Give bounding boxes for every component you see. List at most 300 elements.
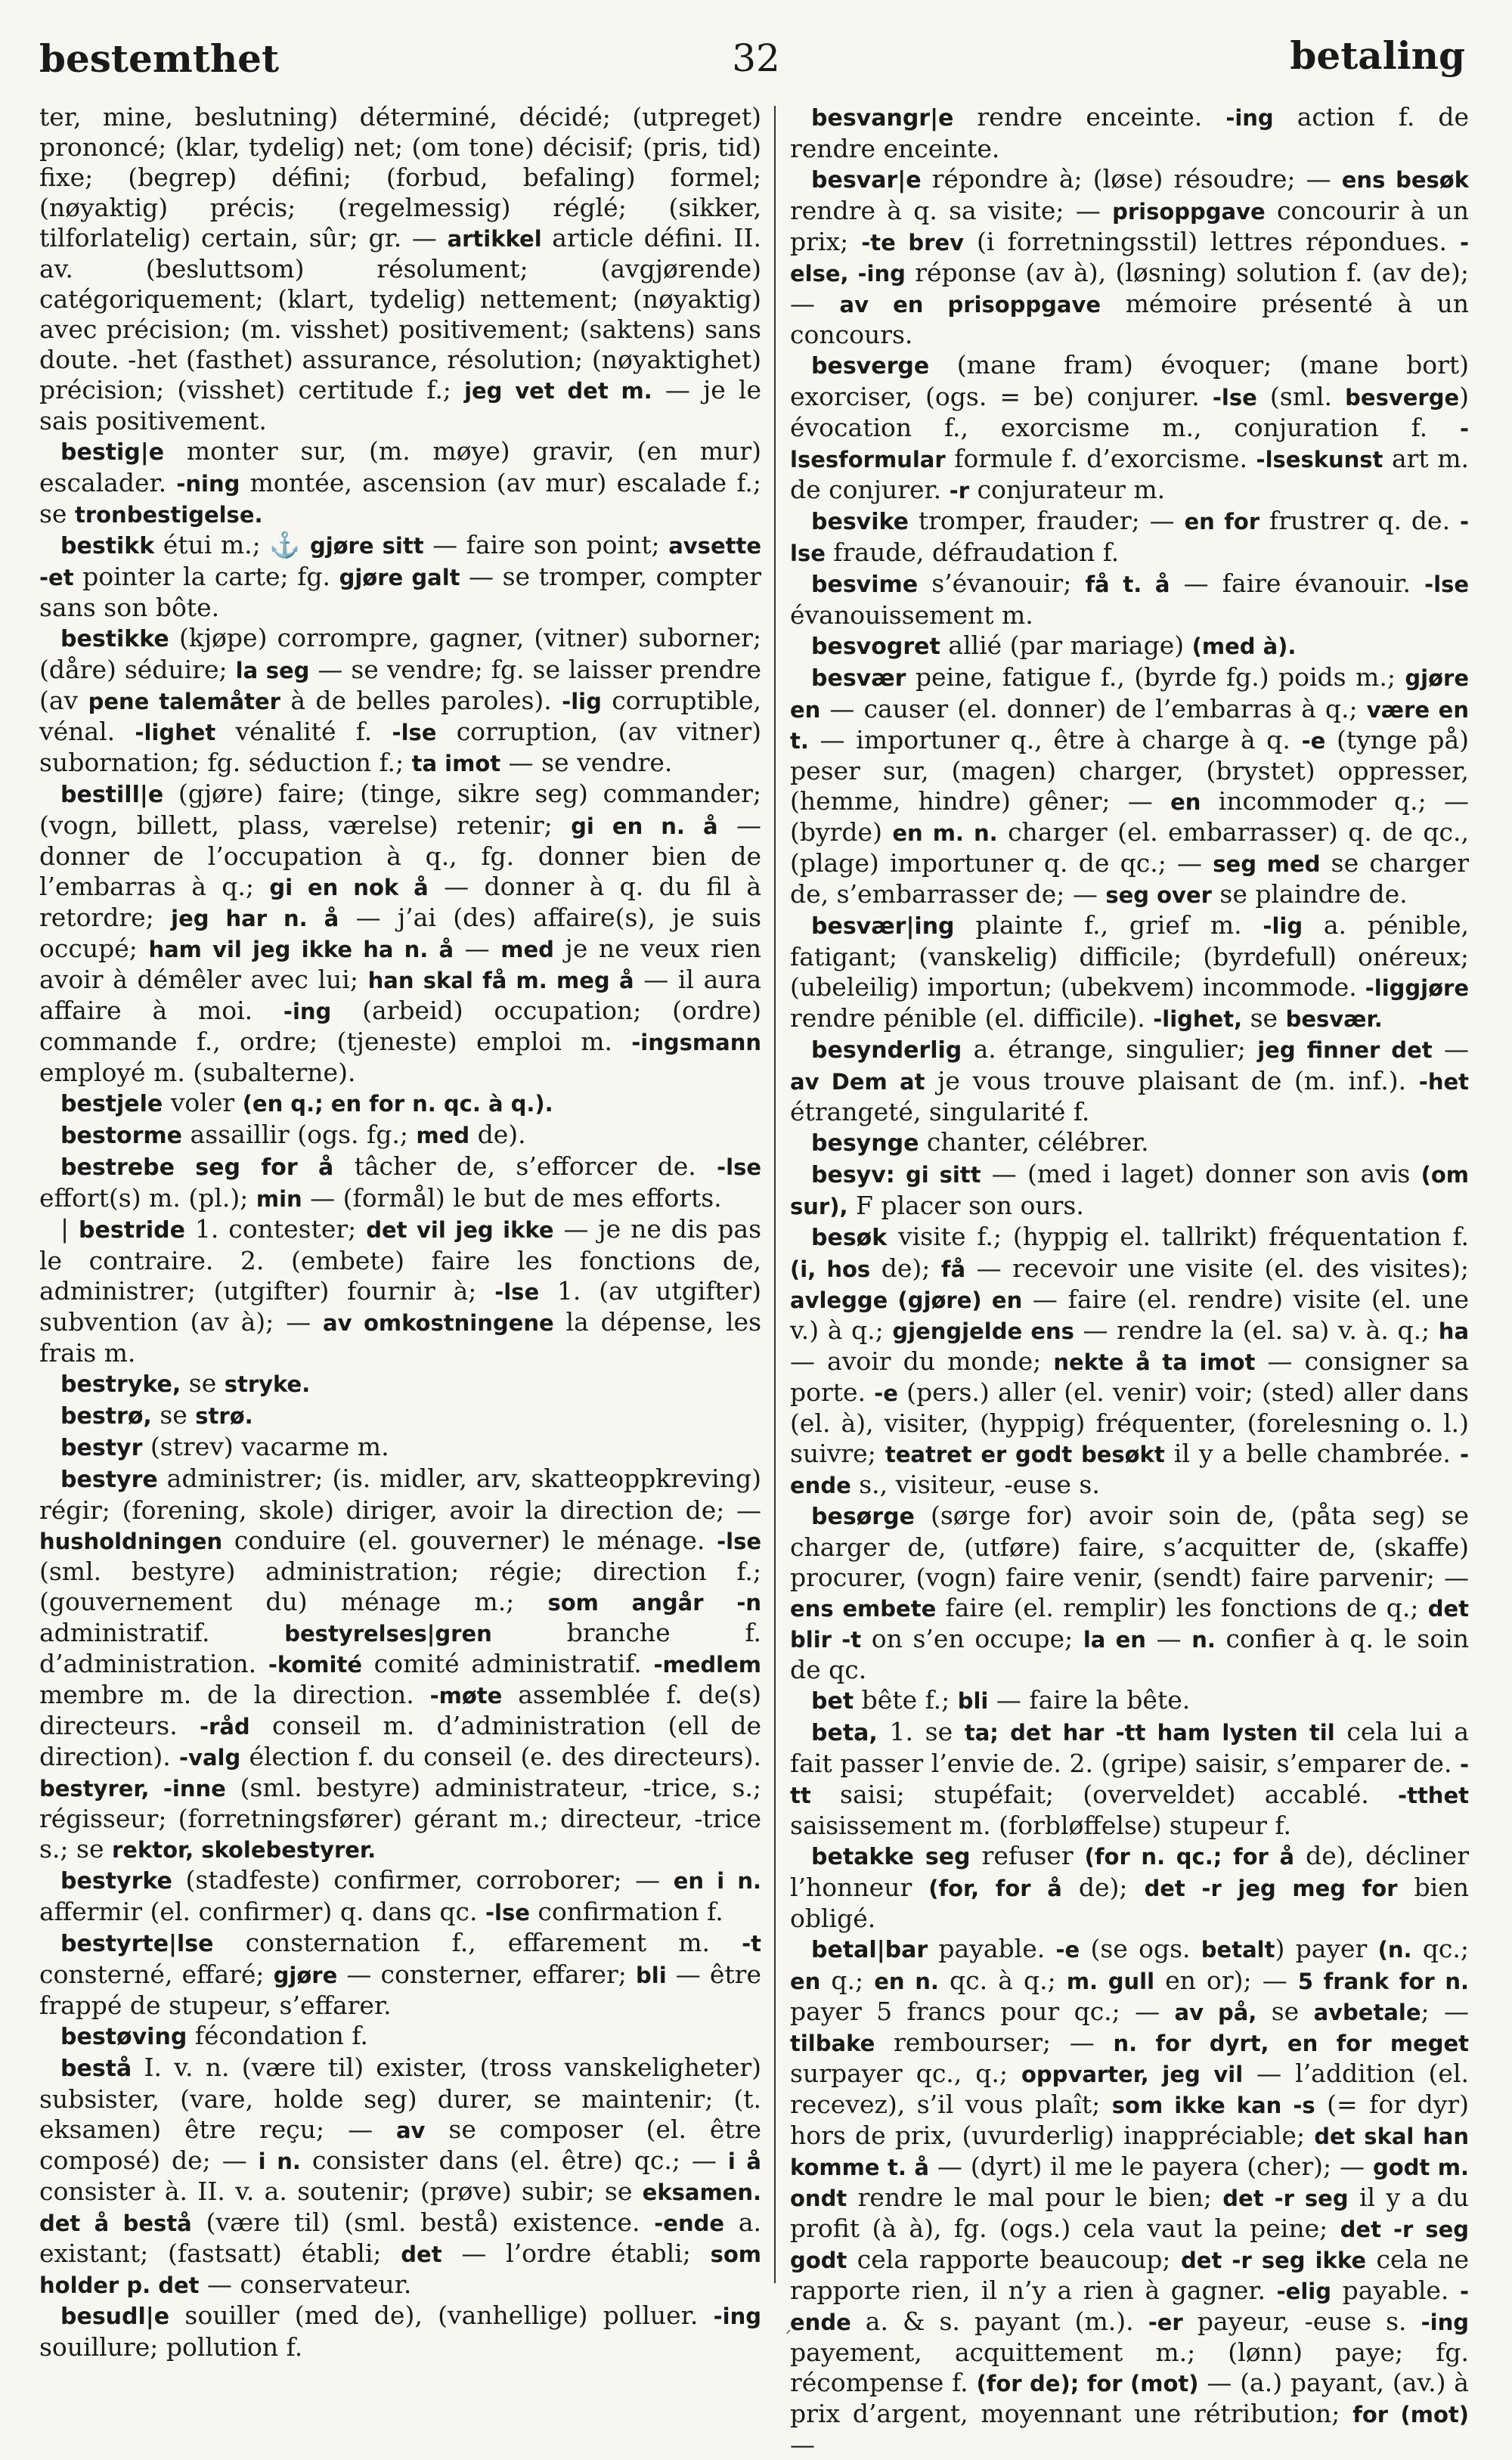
entry-text: — se tromper, compter sans son bôte. <box>39 562 761 622</box>
headword: bestride <box>79 1217 185 1244</box>
entry-text: (tynge på) peser sur, (magen) charger, (brystet) oppresser, (hemme, hindre) gêner; — <box>790 725 1470 816</box>
bold-phrase: -ing <box>713 2304 761 2329</box>
bold-phrase: min <box>256 1186 302 1212</box>
bold-phrase: -lse <box>1424 572 1469 597</box>
entry-text: effort(s) m. (pl.); <box>39 1183 256 1213</box>
dictionary-entry <box>39 1865 761 1928</box>
entry-text: ) payer <box>1275 1934 1378 1963</box>
entry-text: assemblée f. de(s) directeurs. <box>39 1680 762 1740</box>
entry-text: faire (el. remplir) les fonctions de q.; <box>936 1593 1428 1622</box>
entry-text: (stadfeste) confirmer, corroborer; — <box>172 1865 674 1895</box>
entry-text: cela ne rapporte rien, il n’y a rien à gagner. <box>790 2245 1469 2305</box>
headword: bestyrke <box>60 1868 172 1895</box>
entry-text: répondre à; (løse) résoudre; — <box>921 164 1342 194</box>
dictionary-entry <box>790 1501 1469 1685</box>
bold-phrase: -liggjøre <box>1365 975 1469 1001</box>
headword: betakke seg <box>811 1844 971 1870</box>
entry-text: se <box>181 1368 225 1398</box>
entry-text: — <box>1145 1624 1192 1653</box>
entry-text: tâcher de, s’efforcer de. <box>333 1151 717 1181</box>
entry-text: — j’ai (des) affaire(s), je suis occupé; <box>39 903 762 963</box>
bold-phrase: -lse <box>717 1529 761 1554</box>
bold-phrase: 5 frank for n. <box>1297 1969 1470 1994</box>
entry-text: — faire (el. rendre) visite (el. une v.) à q.; <box>790 1284 1469 1345</box>
entry-text: pointer la carte; fg. <box>73 562 339 591</box>
dictionary-entry <box>39 779 761 1088</box>
dictionary-entry <box>39 530 761 623</box>
bold-phrase: avsette -et <box>39 533 761 590</box>
dictionary-entry <box>39 1214 761 1368</box>
bold-phrase: artikkel <box>447 226 542 252</box>
entry-text: qc.; <box>1411 1934 1469 1963</box>
bold-phrase: gjøre <box>273 1963 338 1988</box>
dictionary-entry <box>790 1717 1469 1841</box>
entry-text: refuser <box>970 1841 1085 1870</box>
bold-phrase: få t. å <box>1085 572 1170 597</box>
dictionary-entry <box>790 102 1469 164</box>
pencil-mark-icon: ´ <box>782 2328 792 2351</box>
entry-text: administrer; (is. midler, arv, skatteoppkreving) régir; (forening, skole) diriger, avoir la direction de; — <box>39 1464 761 1525</box>
dictionary-entry <box>39 1368 761 1400</box>
entry-text: — consigner sa porte. <box>790 1346 1469 1407</box>
entry-text: (i forretningsstil) lettres répondues. <box>964 227 1460 256</box>
entry-text: je ne veux rien avoir à démêler avec lui; <box>39 934 761 994</box>
bold-phrase: gi en n. å <box>571 813 718 839</box>
headword: beta, <box>811 1720 878 1746</box>
entry-text: s’évanouir; <box>918 569 1086 598</box>
bold-phrase: -e <box>1055 1937 1080 1963</box>
bold-phrase: -ende <box>790 1442 1469 1498</box>
headword: besvangr|e <box>811 105 954 132</box>
dictionary-entry <box>39 1464 761 1865</box>
bold-phrase: teatret er godt besøkt <box>885 1442 1165 1467</box>
entry-text: qc. à q.; <box>938 1966 1067 1995</box>
entry-text: q.; <box>820 1966 875 1995</box>
bold-phrase: en <box>790 1969 821 1994</box>
entry-text: consister dans (el. être) qc.; — <box>300 2146 728 2175</box>
dictionary-entry <box>39 1120 761 1151</box>
headword: bestyrte|lse <box>60 1931 214 1957</box>
bold-phrase: m. gull <box>1066 1969 1155 1994</box>
entry-text: rembourser; — <box>875 2028 1114 2057</box>
headword: besøk <box>811 1225 888 1251</box>
entry-text: (mane fram) évoquer; (mane bort) exorciser, (ogs. = be) conjurer. <box>790 350 1469 411</box>
dictionary-entry <box>790 350 1469 506</box>
bold-phrase: det <box>401 2242 442 2267</box>
headword: besørge <box>811 1504 915 1530</box>
bold-phrase: det -r seg ikke <box>1181 2248 1367 2273</box>
entry-text: fécondation f. <box>187 2021 368 2050</box>
bold-phrase: som ikke kan -s <box>1111 2093 1315 2118</box>
dictionary-entry <box>790 630 1469 662</box>
entry-text: — <box>790 2430 815 2459</box>
dictionary-entry <box>39 1151 761 1214</box>
entry-text: se <box>1242 1003 1286 1033</box>
bold-phrase: -lsesformular <box>790 416 1469 472</box>
dictionary-entry <box>39 1088 761 1120</box>
bold-phrase: jeg finner det <box>1257 1037 1433 1063</box>
entry-text: (kjøpe) corrompre, gagner, (vitner) suborner; (dåre) séduire; <box>39 623 761 684</box>
entry-text: cela rapporte beaucoup; <box>847 2245 1182 2274</box>
bold-phrase: -elig <box>1276 2279 1331 2304</box>
entry-text: F placer son ours. <box>847 1191 1084 1220</box>
bold-phrase: prisoppgave <box>1112 199 1266 225</box>
entry-text: souillure; pollution f. <box>39 2332 303 2362</box>
entry-text: saisissement m. (forbløffelse) stupeur f. <box>790 1811 1291 1840</box>
bold-phrase: avbetale <box>1313 2000 1421 2025</box>
bold-phrase: -lse <box>790 509 1469 566</box>
bold-phrase: oppvarter, jeg vil <box>1021 2062 1244 2087</box>
bold-phrase: pene talemåter <box>88 689 280 714</box>
entry-text: conduire (el. gouverner) le ménage. <box>222 1526 717 1555</box>
entry-text: employé m. (subalterne). <box>39 1058 356 1087</box>
bold-phrase: det -r seg godt <box>790 2217 1470 2273</box>
bold-phrase: bli <box>636 1963 667 1988</box>
entry-text: action f. de rendre enceinte. <box>790 102 1469 163</box>
bold-phrase: eksamen. det å bestå <box>39 2180 761 2236</box>
entry-text: bête f.; <box>854 1685 958 1715</box>
bold-phrase: -tthet <box>1398 1783 1469 1808</box>
bold-phrase: -ende <box>790 2279 1470 2335</box>
bold-phrase: -ing <box>283 999 332 1024</box>
bold-phrase: -te brev <box>861 230 965 256</box>
bold-phrase: -lse <box>717 1154 761 1180</box>
entry-text: en or); — <box>1154 1966 1298 1995</box>
bold-phrase: være en t. <box>790 697 1469 754</box>
headword: bestå <box>60 2056 132 2082</box>
entry-text: membre m. de la direction. <box>39 1680 430 1709</box>
entry-text: chanter, célébrer. <box>919 1127 1149 1157</box>
bold-phrase: en <box>1170 789 1201 815</box>
bold-phrase: -møte <box>429 1683 503 1709</box>
bold-phrase: -medlem <box>653 1652 761 1678</box>
entry-text <box>895 1159 906 1188</box>
entry-text: souiller (med de), (vanhellige) polluer. <box>169 2300 714 2330</box>
headword: bestrebe seg for å <box>60 1154 334 1181</box>
entry-text: vénalité f. <box>215 717 392 746</box>
entry-text: de), décliner l’honneur <box>790 1841 1469 1902</box>
bold-phrase: -e <box>874 1380 898 1406</box>
bold-phrase: -lseskunst <box>1256 447 1383 472</box>
entry-text: payable. <box>1331 2276 1460 2305</box>
bold-phrase: som holder p. det <box>39 2242 762 2298</box>
bold-phrase: det -r jeg meg for <box>1144 1876 1398 1901</box>
bold-phrase: han skal få m. meg å <box>367 968 634 993</box>
running-header <box>0 0 1512 98</box>
bold-phrase: tronbestigelse. <box>74 502 263 528</box>
entry-text: tromper, frauder; — <box>909 506 1185 535</box>
entry-text: 1. se <box>877 1717 965 1746</box>
headword: bestrø, <box>60 1403 152 1430</box>
headword: bestikk <box>60 533 155 559</box>
bold-phrase: tilbake <box>790 2031 875 2056</box>
entry-text: — importuner q., être à charge à q. <box>808 725 1302 754</box>
bold-phrase: -lighet, <box>1153 1006 1243 1032</box>
bold-phrase: -lse <box>485 1900 530 1926</box>
headword: bestorme <box>60 1123 183 1149</box>
bold-phrase: få <box>940 1256 966 1282</box>
bold-phrase: (n. <box>1377 1937 1412 1963</box>
bold-phrase: ens besøk <box>1341 167 1469 193</box>
entry-text: (strev) vacarme m. <box>142 1432 389 1461</box>
entry-text: se composer (el. être composé) de; — <box>39 2115 761 2175</box>
entry-text: ) évocation f., exorcisme m., conjuration f. <box>790 382 1470 442</box>
headword: besverge <box>811 353 930 380</box>
entry-text: de). <box>469 1120 526 1149</box>
bold-phrase: -ingsmann <box>631 1030 761 1055</box>
entry-text: évanouissement m. <box>790 600 1033 630</box>
bold-phrase: -tt <box>790 1752 1469 1808</box>
entry-text: monter sur, (m. møye) gravir, (en mur) escalader. <box>39 436 761 497</box>
entry-text: comité administratif. <box>361 1649 654 1678</box>
bold-phrase: som angår -n <box>547 1590 761 1616</box>
page-number: 32 <box>732 36 780 80</box>
entry-text: 1. contester; <box>184 1214 367 1244</box>
dictionary-entry <box>790 506 1469 569</box>
bold-phrase: -t <box>742 1931 761 1957</box>
bold-phrase: i n. <box>258 2149 301 2174</box>
entry-text: assaillir (ogs. fg.; <box>182 1120 417 1149</box>
column-divider <box>774 106 776 2283</box>
bold-phrase: (i, hos <box>790 1256 871 1282</box>
bold-phrase: av en prisoppgave <box>839 292 1101 318</box>
entry-text: — être frappé de stupeur, s’effarer. <box>39 1960 761 2020</box>
entry-text: surpayer qc., q.; <box>790 2059 1021 2088</box>
dictionary-entry <box>790 1934 1469 2460</box>
bold-phrase: bestyrer, -inne <box>39 1776 226 1802</box>
guide-word-right: betaling <box>1290 33 1465 78</box>
bold-phrase: rektor, skolebestyrer. <box>112 1837 376 1863</box>
bold-phrase: -else, -ing <box>790 230 1470 287</box>
entry-text: (= for dyr) hors de prix, (uvurderlig) inappréciable; <box>790 2090 1469 2150</box>
entry-text: réponse (av à), (løsning) solution f. (av de); — <box>790 258 1469 318</box>
dictionary-entry <box>790 164 1469 350</box>
entry-text: affermir (el. confirmer) q. dans qc. <box>39 1897 485 1926</box>
entry-text: (være til) (sml. bestå) existence. <box>191 2207 655 2237</box>
entry-text: — faire son point; <box>423 530 669 559</box>
entry-text: (sørge for) avoir soin de, (påta seg) se charger de, (utføre) faire, s’acquitter de, (skaffe) procurer, (vogn) faire venir, (sendt) faire parvenir; — <box>790 1501 1469 1592</box>
entry-text: a. étrange, singulier; <box>962 1034 1258 1064</box>
entry-text: consternation f., effarement m. <box>213 1928 742 1957</box>
entry-text: on s’en occupe; <box>861 1624 1083 1653</box>
entry-text: payement, acquittement m.; (lønn) paye; fg. récompense f. <box>790 2338 1469 2397</box>
entry-text: incommoder q.; — (byrde) <box>790 786 1469 847</box>
dictionary-entry <box>790 1127 1469 1159</box>
bold-phrase: -het <box>1418 1069 1469 1095</box>
entry-text: bien obligé. <box>790 1873 1469 1933</box>
entry-text: branche f. d’administration. <box>39 1618 761 1678</box>
entry-text: se charger de, s’embarrasser de; — <box>790 848 1469 909</box>
bold-phrase: -ing <box>1421 2310 1469 2335</box>
entry-text: élection f. du conseil (e. des directeurs). <box>240 1742 761 1771</box>
entry-text: peine, fatigue f., (byrde fg.) poids m.; <box>906 662 1405 692</box>
headword: besynderlig <box>811 1037 962 1064</box>
bold-phrase: (for de); for (mot) <box>976 2371 1199 2396</box>
entry-text: — donner à q. du fil à retordre; <box>39 872 762 932</box>
entry-text: consterné, effaré; <box>39 1960 274 1989</box>
entry-text: — se vendre. <box>500 748 673 777</box>
dictionary-entry <box>790 1034 1469 1127</box>
entry-text: conseil m. d’administration (ell de direction). <box>39 1711 761 1771</box>
headword: besyv: <box>811 1162 895 1188</box>
bold-phrase: strø. <box>195 1403 253 1429</box>
bold-phrase: med <box>416 1123 470 1148</box>
bold-phrase: det skal han komme t. å <box>790 2124 1469 2180</box>
entry-text: de); <box>1061 1873 1145 1902</box>
headword: bestjele <box>60 1091 163 1117</box>
entry-text: se plaindre de. <box>1211 879 1408 909</box>
entry-text: étui m.; ⚓ <box>154 530 310 559</box>
bold-phrase: gjøre en <box>790 665 1469 723</box>
entry-text: confier à q. le soin de qc. <box>790 1624 1470 1684</box>
bold-phrase: av omkostningene <box>323 1310 554 1336</box>
headword: besvogret <box>811 634 940 660</box>
entry-text: à de belles paroles). <box>280 686 562 715</box>
dictionary-entry <box>790 1222 1469 1501</box>
bold-phrase: besvær. <box>1285 1006 1383 1032</box>
entry-text: — (med i laget) donner son avis <box>981 1159 1421 1188</box>
dictionary-entry <box>790 1159 1469 1222</box>
entry-text: rendre pénible (el. difficile). <box>790 1003 1154 1033</box>
entry-text: cela lui a fait passer l’envie de. 2. (gripe) saisir, s’emparer de. <box>790 1717 1469 1778</box>
entry-text: — consterner, effarer; <box>337 1960 637 1989</box>
entry-text: je vous trouve plaisant de (m. inf.). <box>925 1066 1419 1095</box>
bold-phrase: med <box>500 937 554 962</box>
entry-text: — se vendre; fg. se laisser prendre (av <box>39 655 762 715</box>
entry-text: — il aura affaire à moi. <box>39 965 761 1025</box>
entry-text: — rendre la (el. sa) v. à. q.; <box>1074 1315 1439 1345</box>
entry-text: — avoir du monde; <box>790 1346 1054 1376</box>
entry-text: concourir à un prix; <box>790 196 1469 256</box>
bold-phrase: ta; det har -tt ham lysten til <box>964 1720 1335 1746</box>
dictionary-entry <box>39 1400 761 1432</box>
headword: besvær|ing <box>811 913 955 940</box>
entry-text: payer 5 francs pour qc.; — <box>790 1997 1175 2026</box>
bold-phrase: gjøre sitt <box>309 533 424 559</box>
entry-text: (sml. <box>1256 382 1346 411</box>
entry-text: | <box>60 1214 79 1244</box>
entry-text: — faire évanouir. <box>1170 569 1425 598</box>
entry-text: a. pénible, fatigant; (vanskelig) difficile; (byrdefull) onéreux; (ubeleilig) importun; (ubekvem) incommode. <box>790 910 1469 1002</box>
entry-text: consister à. II. v. a. soutenir; (prøve) subir; se <box>39 2177 643 2206</box>
entry-text: — conservateur. <box>199 2269 412 2299</box>
headword: bestryke, <box>60 1371 181 1398</box>
bold-phrase: en m. n. <box>892 820 998 846</box>
entry-text: s., visiteur, -euse s. <box>850 1470 1100 1499</box>
entry-text: (pers.) aller (el. venir) voir; (sted) aller dans (el. à), visiter, (hyppig) fréquenter, (forelesning o. l.) suivre; <box>790 1377 1469 1468</box>
bold-phrase: seg over <box>1105 882 1212 908</box>
entry-text: charger (el. embarrasser) q. de qc., (plage) importuner q. de qc.; — <box>790 817 1470 878</box>
dictionary-entry <box>790 1841 1469 1934</box>
entry-text: la dépense, les frais m. <box>39 1307 762 1368</box>
entry-text: il y a belle chambrée. <box>1164 1439 1460 1468</box>
bold-phrase: en for <box>1184 509 1260 534</box>
entry-text: — donner de l’occupation à q., fg. donner bien de l’embarras à q.; <box>39 810 761 901</box>
dictionary-entry <box>790 910 1469 1034</box>
entry-text: se <box>151 1400 196 1430</box>
bold-phrase: for (mot) <box>1352 2402 1469 2427</box>
bold-phrase: ens embete <box>790 1596 937 1622</box>
bold-phrase: -e <box>1301 728 1326 754</box>
dictionary-entry <box>790 662 1469 910</box>
bold-phrase: -ing <box>1225 105 1274 131</box>
bold-phrase: bli <box>957 1688 989 1714</box>
entry-text: frustrer q. de. <box>1259 506 1460 535</box>
right-column <box>790 102 1470 2459</box>
headword: bet <box>811 1688 854 1715</box>
entry-text: il y a du profit (à à), fg. (ogs.) cela vaut la peine; <box>790 2183 1470 2243</box>
bold-phrase: ha <box>1438 1318 1470 1344</box>
entry-text: — l’ordre établi; <box>442 2238 711 2268</box>
bold-phrase: betalt <box>1201 1937 1275 1963</box>
entry-text: (gjøre) faire; (tinge, sikre seg) commander; (vogn, billett, plass, værelse) retenir; <box>39 779 761 840</box>
bold-phrase: (om sur), <box>790 1162 1469 1219</box>
headword: besvar|e <box>811 167 922 194</box>
dictionary-entry <box>39 436 761 530</box>
bold-phrase: gjøre galt <box>339 565 460 590</box>
entry-text: ter, mine, beslutning) déterminé, décidé; (utpreget) prononcé; (klar, tydelig) net; (om tone) décisif; (pris, tid) fixe; (begrep) défini; (forbud, befaling) formel; (nøyaktig) précis; (regelmessig) réglé; (sikker, tilforlatelig) certain, sûr; gr. — <box>39 102 761 253</box>
entry-text: corruption, (av vitner) subornation; fg. séduction f.; <box>39 717 761 777</box>
bold-phrase: i å <box>727 2149 761 2174</box>
entry-text: corruptible, vénal. <box>39 686 762 746</box>
bold-phrase: n. for dyrt, en for meget <box>1113 2031 1469 2056</box>
dictionary-entry <box>790 1685 1469 1717</box>
dictionary-entry <box>790 569 1469 630</box>
bold-phrase: (en q.; en for n. qc. à q.). <box>242 1091 553 1117</box>
bold-phrase: -r <box>949 478 970 503</box>
bold-phrase: la en <box>1083 1627 1146 1653</box>
bold-phrase: det blir -t <box>790 1596 1469 1653</box>
bold-phrase: en n. <box>874 1969 939 1994</box>
entry-text: — je le sais positivement. <box>39 375 761 435</box>
headword: besvike <box>811 509 909 535</box>
headword: bestill|e <box>60 782 164 808</box>
entry-text: montée, ascension (av mur) escalade f.; se <box>39 468 761 528</box>
headword: bestyre <box>60 1467 158 1493</box>
entry-text: — recevoir une visite (el. des visites); <box>965 1253 1469 1283</box>
entry-text: a. existant; (fastsatt) établi; <box>39 2207 761 2268</box>
bold-phrase: -komité <box>268 1652 362 1678</box>
bold-phrase: -ende <box>654 2211 725 2236</box>
bold-phrase: n. <box>1191 1627 1216 1653</box>
bold-phrase: jeg har n. å <box>171 906 339 931</box>
headword: bestøving <box>60 2024 187 2050</box>
entry-text: a. & s. payant (m.). <box>850 2307 1148 2336</box>
bold-phrase: -lig <box>1263 913 1303 939</box>
entry-text: — causer (el. donner) de l’embarras à q.; <box>820 694 1367 723</box>
bold-phrase: ta imot <box>411 751 501 776</box>
dictionary-entry <box>39 2021 761 2053</box>
bold-phrase: gi en nok å <box>269 875 429 900</box>
entry-text: visite f.; (hyppig el. tallrikt) fréquentation f. <box>887 1222 1469 1251</box>
left-column <box>39 102 761 2385</box>
entry-text: art m. de conjurer. <box>790 444 1469 504</box>
headword: bestig|e <box>60 439 165 466</box>
headword: bestyr <box>60 1435 143 1461</box>
entry-text: — <box>454 934 501 963</box>
entry-text: I. v. n. (være til) exister, (tross vanskeligheter) subsister, (vare, holde seg) durer, se maintenir; (t. eksamen) être reçu; — <box>39 2053 761 2144</box>
entry-text: — (formål) le but de mes efforts. <box>302 1183 722 1213</box>
entry-text: rendre enceinte. <box>953 102 1226 132</box>
bold-phrase: husholdningen <box>39 1529 223 1554</box>
bold-phrase: -er <box>1148 2310 1183 2335</box>
bold-phrase: seg med <box>1213 851 1321 877</box>
bold-phrase: en i n. <box>673 1868 761 1894</box>
entry-text: rendre le mal pour le bien; <box>847 2183 1223 2212</box>
entry-text: rendre à q. sa visite; — <box>790 196 1113 225</box>
entry-text: (sml. bestyre) administration; régie; direction f.; (gouvernement du) ménage m.; <box>39 1557 761 1616</box>
entry-text: mémoire présenté à un concours. <box>790 289 1470 349</box>
